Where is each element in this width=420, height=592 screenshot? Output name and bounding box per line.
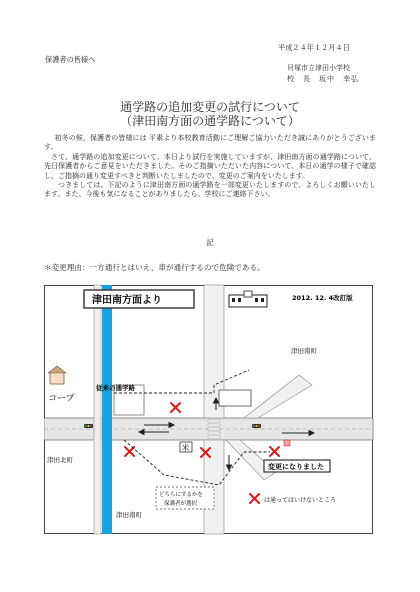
legend-no-pass-text: は通ってはいけないところ xyxy=(264,497,337,504)
traffic-light-right xyxy=(252,424,261,428)
kome-label: 米 xyxy=(181,443,190,453)
body-paragraph-2: さて、通学路の追加変更について、本日より試行を実施していますが、津田南方面の通学路について、先日保護者からご意見をいただきました。そのご指摘いただいた内容について、本日の通学の様子で確認し、ご指摘の通り変更すべきと判断いたしましたので、変更のご案内をいたします。 xyxy=(44,152,376,180)
school-name: 貝塚市立津田小学校 xyxy=(287,64,350,72)
revision-label: 2012. 12. 4改訂版 xyxy=(292,294,353,302)
ki-heading: 記 xyxy=(206,238,214,247)
shop-icon xyxy=(284,440,290,446)
road-left xyxy=(94,285,101,534)
town-label-s: 津田南町 xyxy=(116,511,142,519)
change-reason xyxy=(44,262,265,273)
issue-date: 平成２４年１２月４日 xyxy=(278,43,350,52)
town-label-ne: 津田南町 xyxy=(291,347,317,355)
principal-name: 校 長 坂中 幸弘 xyxy=(287,75,359,83)
change-reason-text: ＊変更理由：一方通行とはいえ、車が通行するので危険である。 xyxy=(44,263,265,272)
page-subtitle: （津田南方面の通学路について） xyxy=(120,114,300,128)
body-paragraph-1: 初冬の候、保護者の皆様には 平素より本校教育活動にご理解ご協力いただき誠にありがとうございます。 xyxy=(44,134,376,152)
body-paragraph-3: つきましては、下記のように津田南方面の通学路を一部変更いたしますので、よろしくお願いいたします。また、今後も気になることがありましたら、学校にご連絡下さい。 xyxy=(44,181,376,199)
letter-body xyxy=(44,134,376,200)
old-route-label: 従来の通学路 xyxy=(96,384,135,392)
changed-label: 変更になりました xyxy=(268,463,324,471)
route-map xyxy=(44,280,374,540)
coop-label: コープ xyxy=(48,394,75,404)
recipient: 保護者の皆様へ xyxy=(45,55,96,64)
river xyxy=(102,285,112,534)
traffic-light-left xyxy=(84,424,93,428)
choice-line-2: 保護者が選択 xyxy=(164,501,198,507)
page-title: 通学路の追加変更の試行について xyxy=(120,100,300,114)
choice-line-1: どちらにするかを xyxy=(159,492,204,498)
town-label-w: 津田北町 xyxy=(47,456,73,464)
banner-text: 津田南方面より xyxy=(92,295,162,306)
